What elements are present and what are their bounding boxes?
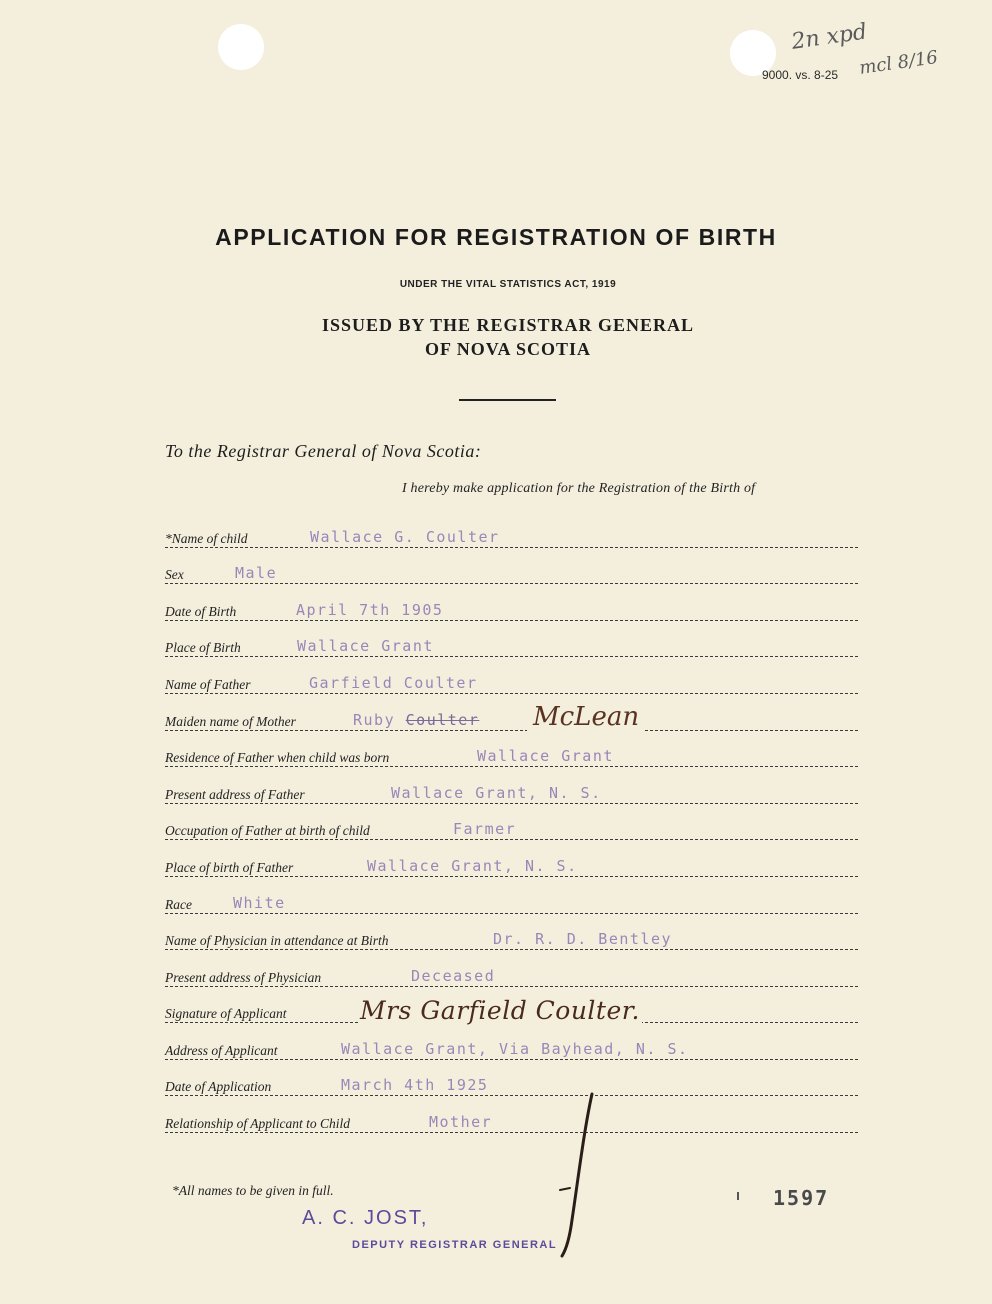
field-value-relationship: Mother: [429, 1113, 493, 1131]
field-value-address-of-applicant: Wallace Grant, Via Bayhead, N. S.: [341, 1040, 689, 1058]
registration-number: 1597: [773, 1186, 830, 1210]
field-date-of-application: [165, 1075, 858, 1099]
field-occupation-of-father: [165, 819, 858, 843]
pencil-note-1: 2n xpd: [790, 19, 869, 55]
field-value-residence-of-father: Wallace Grant: [477, 747, 614, 765]
dotted-line: [165, 693, 858, 694]
field-label: Present address of Father: [165, 787, 308, 803]
field-label: Date of Birth: [165, 604, 239, 620]
field-label: Occupation of Father at birth of child: [165, 823, 373, 839]
dotted-line: [165, 839, 858, 840]
dotted-line: [165, 913, 858, 914]
field-label: Race: [165, 897, 195, 913]
field-date-of-birth: [165, 600, 858, 624]
dotted-line: [165, 547, 858, 548]
tick-mark: [737, 1192, 739, 1200]
field-address-of-applicant: [165, 1039, 858, 1063]
field-relationship-to-child: [165, 1112, 858, 1136]
field-sex: [165, 563, 858, 587]
pencil-note-2: mcl 8/16: [858, 46, 940, 79]
field-value-signature: Mrs Garfield Coulter.: [360, 996, 640, 1025]
punch-hole-left: [218, 24, 264, 70]
field-label: Address of Applicant: [165, 1043, 281, 1059]
field-value-place-of-birth-of-father: Wallace Grant, N. S.: [367, 857, 578, 875]
dotted-line: [165, 583, 858, 584]
maiden-first-name: Ruby: [353, 711, 396, 729]
dotted-line: [165, 1059, 858, 1060]
field-value-occupation-of-father: Farmer: [453, 820, 517, 838]
field-label: Place of Birth: [165, 640, 244, 656]
stamp-name: A. C. JOST,: [302, 1207, 429, 1229]
issued-by-line-2: OF NOVA SCOTIA: [424, 339, 592, 359]
dotted-line: [165, 656, 858, 657]
dotted-line: [165, 986, 858, 987]
field-maiden-name-of-mother: [165, 702, 858, 734]
field-value-place-of-birth: Wallace Grant: [297, 637, 434, 655]
field-label: Relationship of Applicant to Child: [165, 1116, 353, 1132]
field-signature-of-applicant: [165, 996, 858, 1026]
field-present-address-of-father: [165, 783, 858, 807]
field-label: Place of birth of Father: [165, 860, 296, 876]
field-value-maiden-name: [351, 711, 481, 729]
dotted-line: [165, 949, 858, 950]
field-place-of-birth-of-father: [165, 856, 858, 880]
document-title: APPLICATION FOR REGISTRATION OF BIRTH: [215, 224, 777, 250]
ink-vertical-mark: [540, 1090, 600, 1260]
field-value-present-address-of-father: Wallace Grant, N. S.: [391, 784, 602, 802]
footnote: *All names to be given in full.: [172, 1183, 334, 1198]
stamp-title: DEPUTY REGISTRAR GENERAL: [352, 1239, 558, 1251]
dotted-line: [165, 876, 858, 877]
issued-by-line-1: ISSUED BY THE REGISTRAR GENERAL: [321, 315, 695, 335]
maiden-struck-surname: Coulter: [405, 711, 480, 729]
form-code: 9000. vs. 8-25: [762, 68, 839, 82]
field-value-physician-address: Deceased: [411, 967, 496, 985]
field-physician-address: [165, 966, 858, 990]
salutation: To the Registrar General of Nova Scotia:: [165, 441, 482, 461]
field-place-of-birth: [165, 636, 858, 660]
field-value-sex: Male: [235, 564, 278, 582]
dotted-line: [165, 620, 858, 621]
field-residence-of-father: [165, 746, 858, 770]
dotted-line: [165, 730, 858, 731]
field-value-date-of-birth: April 7th 1905: [296, 601, 444, 619]
field-physician-name: [165, 929, 858, 953]
dotted-line: [165, 766, 858, 767]
field-name-of-father: [165, 673, 858, 697]
dotted-line: [165, 1132, 858, 1133]
field-label: Present address of Physician: [165, 970, 324, 986]
field-label: Date of Application: [165, 1079, 274, 1095]
field-label: *Name of child: [165, 531, 251, 547]
field-label: Residence of Father when child was born: [165, 750, 392, 766]
field-label: Maiden name of Mother: [165, 714, 299, 730]
field-value-name-of-father: Garfield Coulter: [309, 674, 478, 692]
dotted-line: [165, 803, 858, 804]
field-value-physician-name: Dr. R. D. Bentley: [493, 930, 673, 948]
dotted-line: [165, 1095, 858, 1096]
field-value-name-of-child: Wallace G. Coulter: [310, 528, 500, 546]
maiden-handwritten-surname: McLean: [527, 702, 645, 732]
field-name-of-child: [165, 527, 858, 551]
field-race: [165, 893, 858, 917]
intro-text: I hereby make application for the Registration of the Birth of: [402, 481, 756, 496]
field-label: Name of Physician in attendance at Birth: [165, 933, 391, 949]
field-label: Name of Father: [165, 677, 254, 693]
field-value-date-of-application: March 4th 1925: [341, 1076, 489, 1094]
field-label: Signature of Applicant: [165, 1006, 290, 1022]
divider-rule: [459, 399, 556, 401]
field-value-race: White: [233, 894, 286, 912]
field-label: Sex: [165, 567, 187, 583]
act-subtitle: UNDER THE VITAL STATISTICS ACT, 1919: [399, 279, 617, 290]
